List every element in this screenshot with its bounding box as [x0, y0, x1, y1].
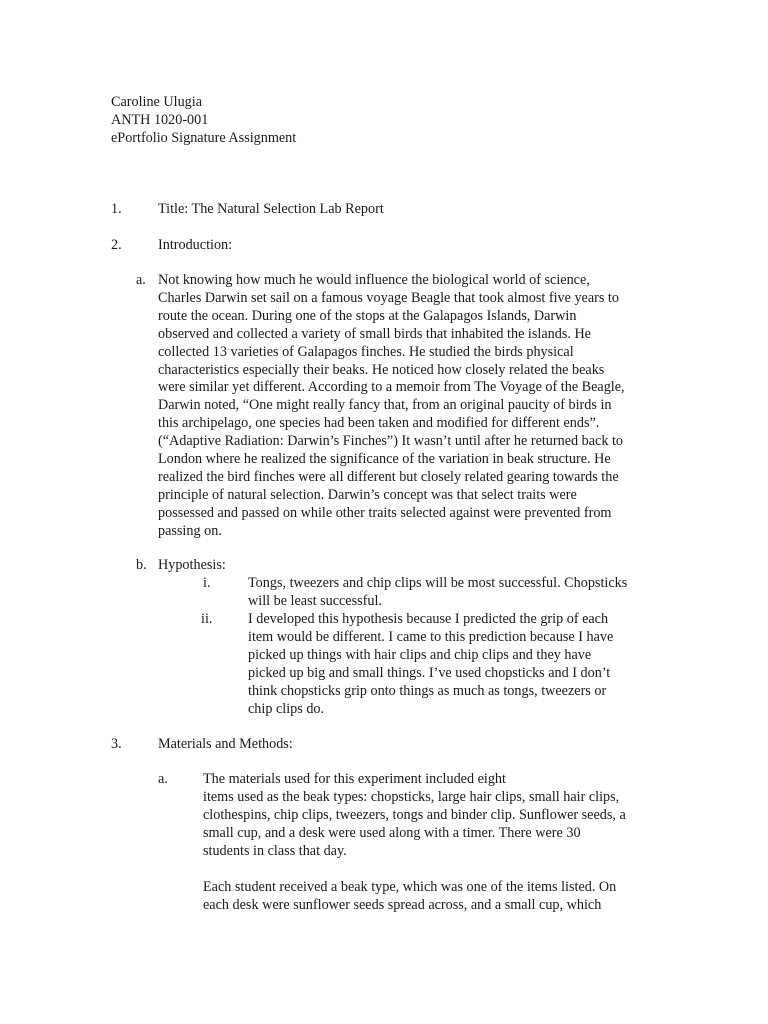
list-marker-i: i. — [203, 575, 211, 591]
list-marker-ii: ii. — [201, 611, 213, 627]
list-marker-b: b. — [136, 557, 147, 573]
text-line: think chopsticks grip onto things as much as tongs, tweezers or — [248, 682, 607, 699]
text-line: item would be different. I came to this prediction because I have — [248, 628, 614, 645]
text-line: London where he realized the significance of the variation in beak structure. He — [158, 451, 611, 468]
section-heading-introduction: Introduction: — [158, 237, 233, 253]
text-line: chip clips do. — [248, 700, 325, 717]
text-line: Charles Darwin set sail on a famous voyage Beagle that took almost five years to — [158, 289, 619, 306]
report-title: Title: The Natural Selection Lab Report — [158, 201, 384, 217]
introduction-paragraph — [158, 272, 625, 541]
text-line: principle of natural selection. Darwin’s concept was that select traits were — [158, 486, 577, 503]
text-line: (“Adaptive Radiation: Darwin’s Finches”) It wasn’t until after he returned back to — [158, 433, 624, 450]
section-number-3: 3. — [111, 736, 122, 752]
text-line: this archipelago, one species had been taken and modified for different ends”. — [158, 415, 600, 432]
section-number-2: 2. — [111, 237, 122, 253]
text-line: possessed and passed on while other traits selected against were prevented from — [158, 504, 612, 521]
text-line: Each student received a beak type, which was one of the items listed. On — [203, 879, 617, 895]
text-line: students in class that day. — [203, 842, 347, 859]
text-line: will be least successful. — [248, 592, 382, 609]
text-line: route the ocean. During one of the stops at the Galapagos Islands, Darwin — [158, 307, 577, 324]
section-heading-materials: Materials and Methods: — [158, 736, 293, 752]
text-line: were similar yet different. According to a memoir from The Voyage of the Beagle, — [158, 379, 625, 396]
text-line: picked up big and small things. I’ve used chopsticks and I don’t — [248, 664, 611, 681]
section-number-1: 1. — [111, 201, 122, 217]
hypothesis-heading: Hypothesis: — [158, 557, 226, 573]
text-line: I developed this hypothesis because I predicted the grip of each — [248, 611, 609, 627]
list-marker-a: a. — [136, 272, 146, 288]
list-marker-a: a. — [158, 771, 168, 787]
text-line: small cup, and a desk were used along with a timer. There were 30 — [203, 824, 581, 841]
materials-paragraph — [203, 771, 626, 861]
text-line: characteristics especially their beaks. He noticed how closely related the beaks — [158, 361, 605, 378]
text-line: passing on. — [158, 522, 222, 539]
text-line: items used as the beak types: chopsticks, large hair clips, small hair clips, — [203, 788, 620, 805]
text-line: collected 13 varieties of Galapagos finches. He studied the birds physical — [158, 343, 574, 360]
text-line: picked up things with hair clips and chip clips and they have — [248, 646, 592, 663]
text-line: Tongs, tweezers and chip clips will be most successful. Chopsticks — [248, 575, 628, 591]
assignment-name: ePortfolio Signature Assignment — [111, 130, 297, 146]
hypothesis-item-ii — [248, 611, 613, 718]
text-line: observed and collected a variety of small birds that inhabited the islands. He — [158, 325, 591, 342]
text-line: realized the bird finches were all different but closely related gearing towards the — [158, 468, 619, 485]
text-line: Darwin noted, “One might really fancy that, from an original paucity of birds in — [158, 397, 612, 414]
hypothesis-item-i — [248, 575, 627, 611]
author-name: Caroline Ulugia — [111, 94, 203, 110]
text-line: Not knowing how much he would influence the biological world of science, — [158, 272, 590, 288]
text-line: clothespins, chip clips, tweezers, tongs and binder clip. Sunflower seeds, a — [203, 806, 626, 823]
text-line: each desk were sunflower seeds spread across, and a small cup, which — [203, 896, 602, 913]
methods-paragraph — [203, 879, 616, 915]
text-line: The materials used for this experiment included eight — [203, 771, 506, 787]
course-code: ANTH 1020-001 — [111, 112, 209, 128]
